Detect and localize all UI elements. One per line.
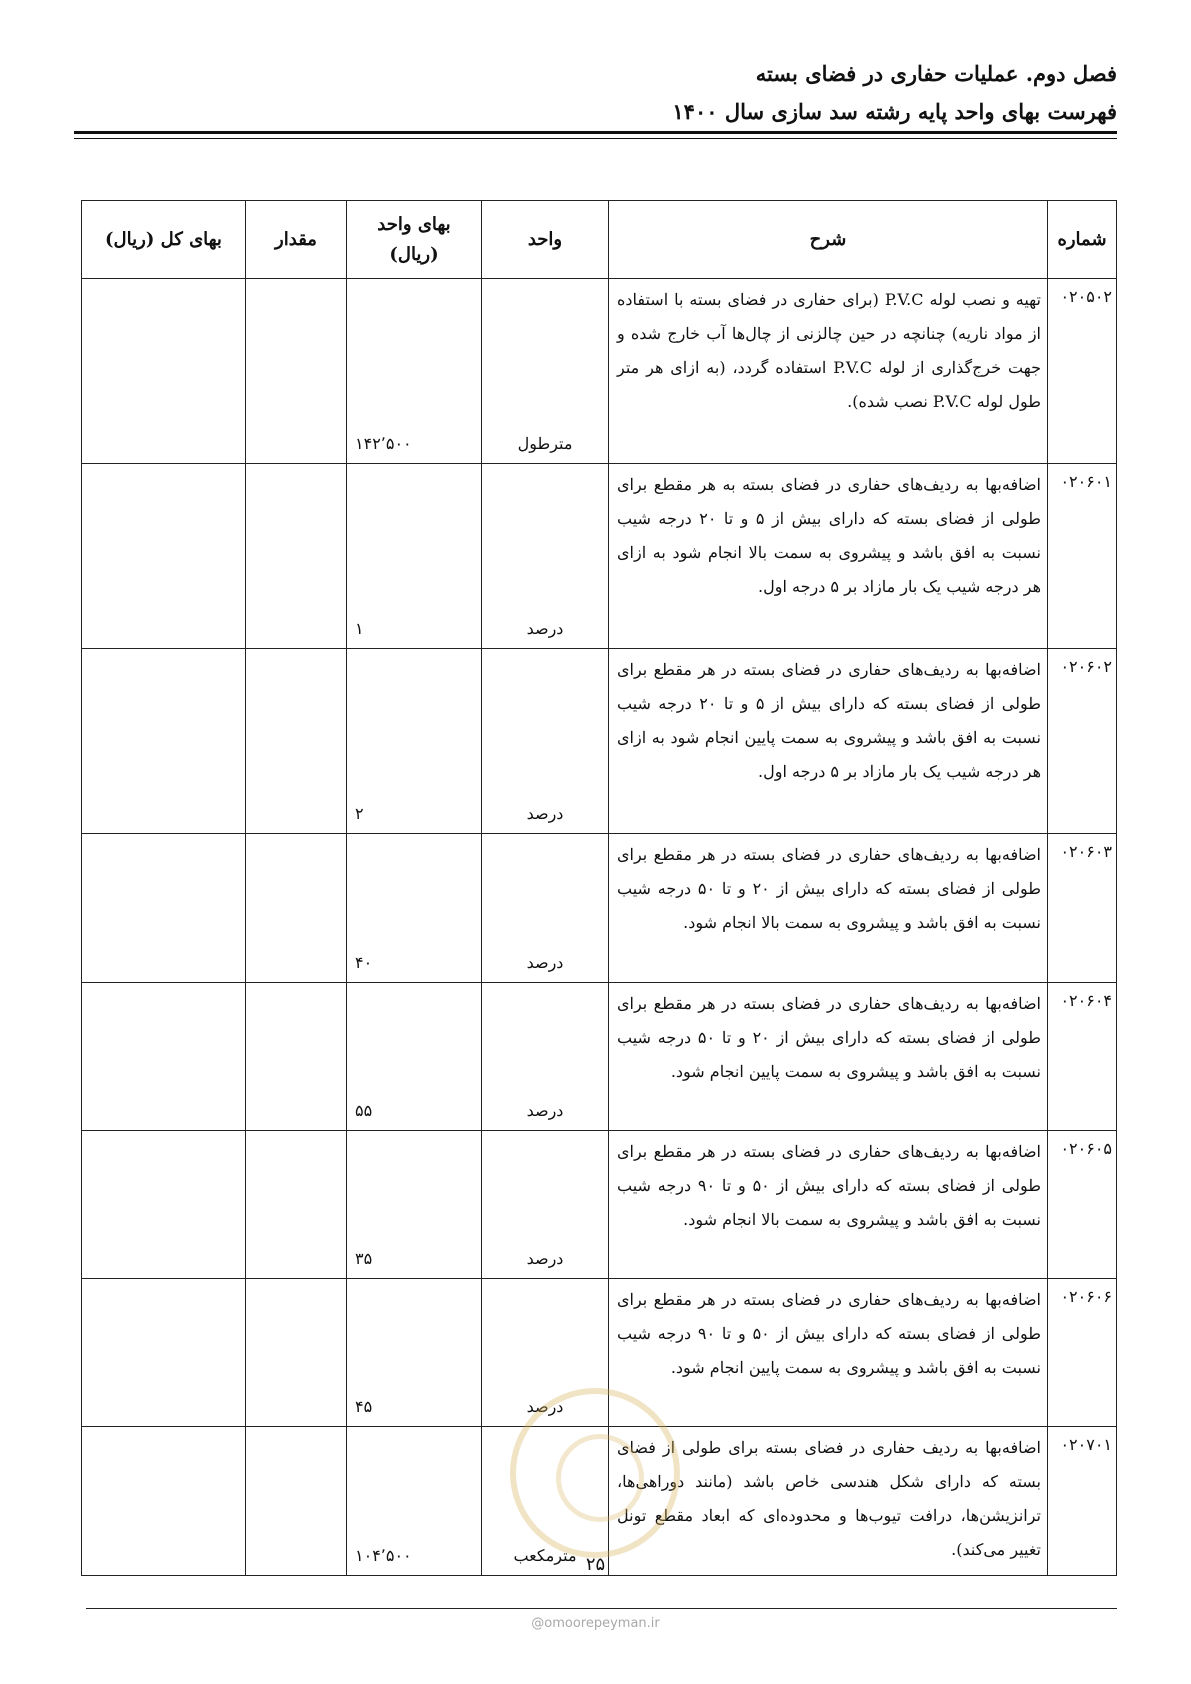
- item-number: ۰۲۰۶۰۱: [1048, 464, 1117, 649]
- item-unit: مترمکعب: [482, 1427, 609, 1576]
- item-unit: درصد: [482, 1279, 609, 1427]
- item-quantity: [246, 983, 347, 1131]
- item-unit: درصد: [482, 649, 609, 834]
- table-row: [82, 1131, 1117, 1279]
- item-quantity: [246, 279, 347, 464]
- footer-rule: [86, 1608, 1117, 1609]
- seal-watermark: [510, 1388, 680, 1558]
- table-row: [82, 464, 1117, 649]
- item-unit-price: ۵۵: [347, 983, 482, 1131]
- column-header-number: شماره: [1048, 201, 1117, 279]
- table-row: [82, 834, 1117, 983]
- chapter-title: فصل دوم. عملیات حفاری در فضای بسته: [755, 61, 1117, 86]
- item-number: ۰۲۰۶۰۶: [1048, 1279, 1117, 1427]
- item-unit: درصد: [482, 983, 609, 1131]
- table-row: [82, 649, 1117, 834]
- column-header-total-price: بهای کل (ریال): [82, 201, 246, 279]
- item-total-price: [82, 983, 246, 1131]
- item-description: اضافه‌بها به ردیف حفاری در فضای بسته برای طولی از فضای بسته که دارای شکل هندسی خاص باشد (مانند دوراهی‌ها، ترانزیشن‌ها، درافت تیوب‌ها و محدوده‌ای که ابعاد مقطع تونل تغییر می‌کند).: [609, 1427, 1048, 1576]
- column-header-description: شرح: [609, 201, 1048, 279]
- website-watermark: @omoorepeyman.ir: [531, 1616, 660, 1631]
- header-rule-thick: [74, 131, 1117, 134]
- item-quantity: [246, 649, 347, 834]
- table-row: [82, 983, 1117, 1131]
- item-unit-price: ۴۵: [347, 1279, 482, 1427]
- item-unit: مترطول: [482, 279, 609, 464]
- table-header-row: [82, 201, 1117, 279]
- item-unit-price: ۲: [347, 649, 482, 834]
- item-unit-price: ۱۰۴٬۵۰۰: [347, 1427, 482, 1576]
- column-header-unit-price: بهای واحد (ریال): [347, 201, 482, 279]
- item-total-price: [82, 834, 246, 983]
- item-total-price: [82, 1279, 246, 1427]
- item-unit-price: ۱۴۲٬۵۰۰: [347, 279, 482, 464]
- column-header-quantity: مقدار: [246, 201, 347, 279]
- table-row: [82, 279, 1117, 464]
- item-number: ۰۲۰۵۰۲: [1048, 279, 1117, 464]
- item-description: اضافه‌بها به ردیف‌های حفاری در فضای بسته در هر مقطع برای طولی از فضای بسته که دارای بیش از ۵۰ و تا ۹۰ درجه شیب نسبت به افق باشد و پیشروی به سمت پایین انجام شود.: [609, 1279, 1048, 1427]
- item-quantity: [246, 1279, 347, 1427]
- item-total-price: [82, 1131, 246, 1279]
- item-description: اضافه‌بها به ردیف‌های حفاری در فضای بسته در هر مقطع برای طولی از فضای بسته که دارای بیش از ۲۰ و تا ۵۰ درجه شیب نسبت به افق باشد و پیشروی به سمت بالا انجام شود.: [609, 834, 1048, 983]
- column-header-unit: واحد: [482, 201, 609, 279]
- item-unit: درصد: [482, 834, 609, 983]
- item-description: اضافه‌بها به ردیف‌های حفاری در فضای بسته در هر مقطع برای طولی از فضای بسته که دارای بیش از ۲۰ و تا ۵۰ درجه شیب نسبت به افق باشد و پیشروی به سمت پایین انجام شود.: [609, 983, 1048, 1131]
- item-quantity: [246, 464, 347, 649]
- item-quantity: [246, 1131, 347, 1279]
- item-unit-price: ۱: [347, 464, 482, 649]
- item-total-price: [82, 649, 246, 834]
- header-rule-thin: [74, 138, 1117, 139]
- page-header: [672, 58, 1117, 128]
- price-list-table: [81, 200, 1117, 1576]
- item-description: اضافه‌بها به ردیف‌های حفاری در فضای بسته در هر مقطع برای طولی از فضای بسته که دارای بیش از ۵۰ و تا ۹۰ درجه شیب نسبت به افق باشد و پیشروی به سمت بالا انجام شود.: [609, 1131, 1048, 1279]
- item-number: ۰۲۰۶۰۴: [1048, 983, 1117, 1131]
- item-unit: درصد: [482, 1131, 609, 1279]
- item-total-price: [82, 464, 246, 649]
- item-number: ۰۲۰۶۰۳: [1048, 834, 1117, 983]
- item-unit-price: ۴۰: [347, 834, 482, 983]
- item-number: ۰۲۰۶۰۵: [1048, 1131, 1117, 1279]
- document-subtitle: فهرست بهای واحد پایه رشته سد سازی سال ۱۴۰۰: [672, 99, 1117, 124]
- item-description: اضافه‌بها به ردیف‌های حفاری در فضای بسته به هر مقطع برای طولی از فضای بسته که دارای بیش از ۵ و تا ۲۰ درجه شیب نسبت به افق باشد و پیشروی به سمت بالا انجام شود به ازای هر درجه شیب یک بار مازاد بر ۵ درجه اول.: [609, 464, 1048, 649]
- item-unit: درصد: [482, 464, 609, 649]
- item-number: ۰۲۰۷۰۱: [1048, 1427, 1117, 1576]
- item-number: ۰۲۰۶۰۲: [1048, 649, 1117, 834]
- item-quantity: [246, 834, 347, 983]
- page-number: ۲۵: [585, 1554, 606, 1575]
- item-description: اضافه‌بها به ردیف‌های حفاری در فضای بسته در هر مقطع برای طولی از فضای بسته که دارای بیش از ۵ و تا ۲۰ درجه شیب نسبت به افق باشد و پیشروی به سمت پایین انجام شود به ازای هر درجه شیب یک بار مازاد بر ۵ درجه اول.: [609, 649, 1048, 834]
- item-total-price: [82, 279, 246, 464]
- item-description: تهیه و نصب لوله P.V.C (برای حفاری در فضای بسته با استفاده از مواد ناریه) چنانچه در حین چالزنی از چال‌ها آب خارج شده و جهت خرج‌گذاری از لوله P.V.C استفاده گردد، (به ازای هر متر طول لوله P.V.C نصب شده).: [609, 279, 1048, 464]
- item-unit-price: ۳۵: [347, 1131, 482, 1279]
